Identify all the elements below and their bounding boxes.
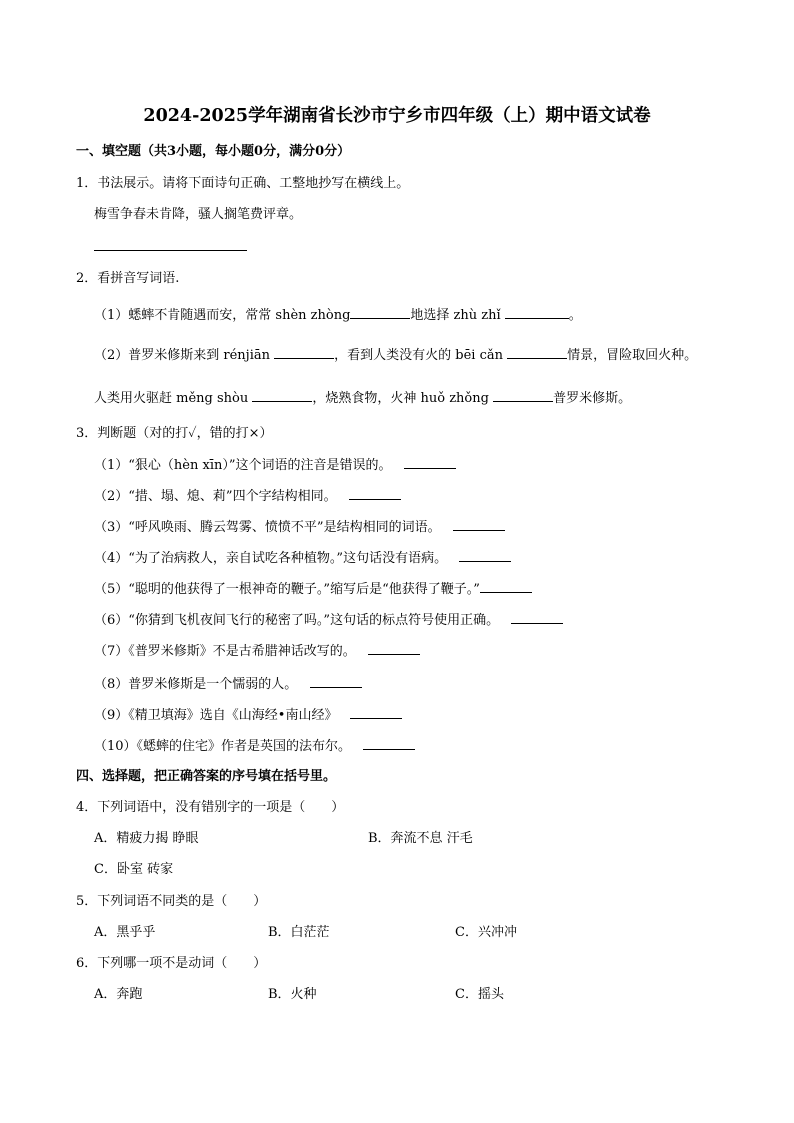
q2-l1-text-c: 。 <box>568 308 582 323</box>
judge-item-text: （4）“为了治病救人，亲自试吃各种植物。”这句话没有语病。 <box>94 551 448 566</box>
judge-item-text: （10）《蟋蟀的住宅》作者是英国的法布尔。 <box>94 739 352 754</box>
judge-answer-blank[interactable] <box>453 518 505 531</box>
judge-item-10 <box>94 737 415 756</box>
q2-blank-mengshou[interactable] <box>252 389 312 402</box>
q2-l2-text-c: 情景，冒险取回火种。 <box>567 348 698 363</box>
q5-option-b[interactable]: B．白茫茫 <box>268 925 330 940</box>
question-2-line-3 <box>94 389 631 408</box>
judge-item-5 <box>94 580 532 599</box>
judge-item-text: （3）“呼风唤雨、腾云驾雾、愤愤不平”是结构相同的词语。 <box>94 520 441 535</box>
judge-item-text: （1）“狠心（hèn xīn）”这个词语的注音是错误的。 <box>94 458 392 473</box>
q2-blank-beican[interactable] <box>507 346 567 359</box>
judge-item-text: （2）“措、塌、熄、莉”四个字结构相同。 <box>94 489 337 504</box>
question-6-prompt: 6．下列哪一项不是动词（ ） <box>76 956 267 971</box>
judge-answer-blank[interactable] <box>350 706 402 719</box>
question-2-line-2 <box>94 346 697 365</box>
question-1-poem: 梅雪争春未肯降，骚人搁笔费评章。 <box>94 207 303 222</box>
question-1-prompt: 1．书法展示。请将下面诗句正确、工整地抄写在横线上。 <box>76 176 410 191</box>
question-1-answer-line[interactable] <box>94 250 247 251</box>
q2-l3-text-b: ，烧熟食物，火神 huǒ zhǒng <box>312 391 489 406</box>
judge-item-text: （9）《精卫填海》选自《山海经•南山经》 <box>94 708 338 723</box>
q5-option-a[interactable]: A．黑乎乎 <box>94 925 156 940</box>
judge-item-9 <box>94 706 402 725</box>
q2-l1-text-b: 地选择 zhù zhǐ <box>410 308 501 323</box>
judge-item-text: （8）普罗米修斯是一个懦弱的人。 <box>94 677 298 692</box>
question-5-prompt: 5．下列词语不同类的是（ ） <box>76 894 267 909</box>
judge-answer-blank[interactable] <box>368 642 420 655</box>
judge-item-8 <box>94 675 362 694</box>
q2-l2-text-b: ，看到人类没有火的 bēi cǎn <box>334 348 503 363</box>
page-title: 2024-2025学年湖南省长沙市宁乡市四年级（上）期中语文试卷 <box>143 106 651 126</box>
question-4-prompt: 4．下列词语中，没有错别字的一项是（ ） <box>76 800 345 815</box>
q6-option-c[interactable]: C．摇头 <box>455 987 504 1002</box>
q2-l3-text-a: 人类用火驱赶 měng shòu <box>94 391 249 406</box>
judge-answer-blank[interactable] <box>404 456 456 469</box>
q6-option-a[interactable]: A．奔跑 <box>94 987 143 1002</box>
judge-item-text: （6）“你猜到飞机夜间飞行的秘密了吗。”这句话的标点符号使用正确。 <box>94 613 500 628</box>
q5-option-c[interactable]: C．兴冲冲 <box>455 925 517 940</box>
section-heading-fill-blank: 一、填空题（共3小题，每小题0分，满分0分） <box>76 144 351 159</box>
q2-blank-shenzhong[interactable] <box>350 306 410 319</box>
judge-item-4 <box>94 549 511 568</box>
q2-blank-renjian[interactable] <box>274 346 334 359</box>
question-2-prompt: 2．看拼音写词语. <box>76 271 180 286</box>
judge-item-7 <box>94 642 420 661</box>
q2-blank-huozhong[interactable] <box>493 389 553 402</box>
judge-answer-blank[interactable] <box>310 675 362 688</box>
judge-answer-blank[interactable] <box>349 487 401 500</box>
judge-answer-blank[interactable] <box>511 611 563 624</box>
judge-item-2 <box>94 487 401 506</box>
judge-answer-blank[interactable] <box>459 549 511 562</box>
q4-option-a[interactable]: A．精疲力揭 睁眼 <box>94 831 199 846</box>
question-2-line-1 <box>94 306 582 325</box>
q6-option-b[interactable]: B．火种 <box>268 987 317 1002</box>
judge-item-3 <box>94 518 505 537</box>
judge-item-6 <box>94 611 563 630</box>
q2-blank-zhuzhi[interactable] <box>505 306 569 319</box>
q4-option-b[interactable]: B．奔流不息 汗毛 <box>368 831 473 846</box>
q4-option-c[interactable]: C．卧室 砖家 <box>94 862 174 877</box>
q2-l1-text-a: （1）蟋蟀不肯随遇而安，常常 shèn zhòng <box>94 308 351 323</box>
judge-item-1 <box>94 456 456 475</box>
q2-l3-text-c: 普罗米修斯。 <box>553 391 632 406</box>
section-heading-choice: 四、选择题，把正确答案的序号填在括号里。 <box>76 769 337 784</box>
judge-answer-blank[interactable] <box>480 580 532 593</box>
judge-item-text: （5）“聪明的他获得了一根神奇的鞭子。”缩写后是“他获得了鞭子。” <box>94 582 480 597</box>
judge-answer-blank[interactable] <box>363 737 415 750</box>
q2-l2-text-a: （2）普罗米修斯来到 rénjiān <box>94 348 270 363</box>
question-3-prompt: 3．判断题（对的打✓，错的打×） <box>76 426 273 441</box>
judge-item-text: （7）《普罗米修斯》不是古希腊神话改写的。 <box>94 644 356 659</box>
